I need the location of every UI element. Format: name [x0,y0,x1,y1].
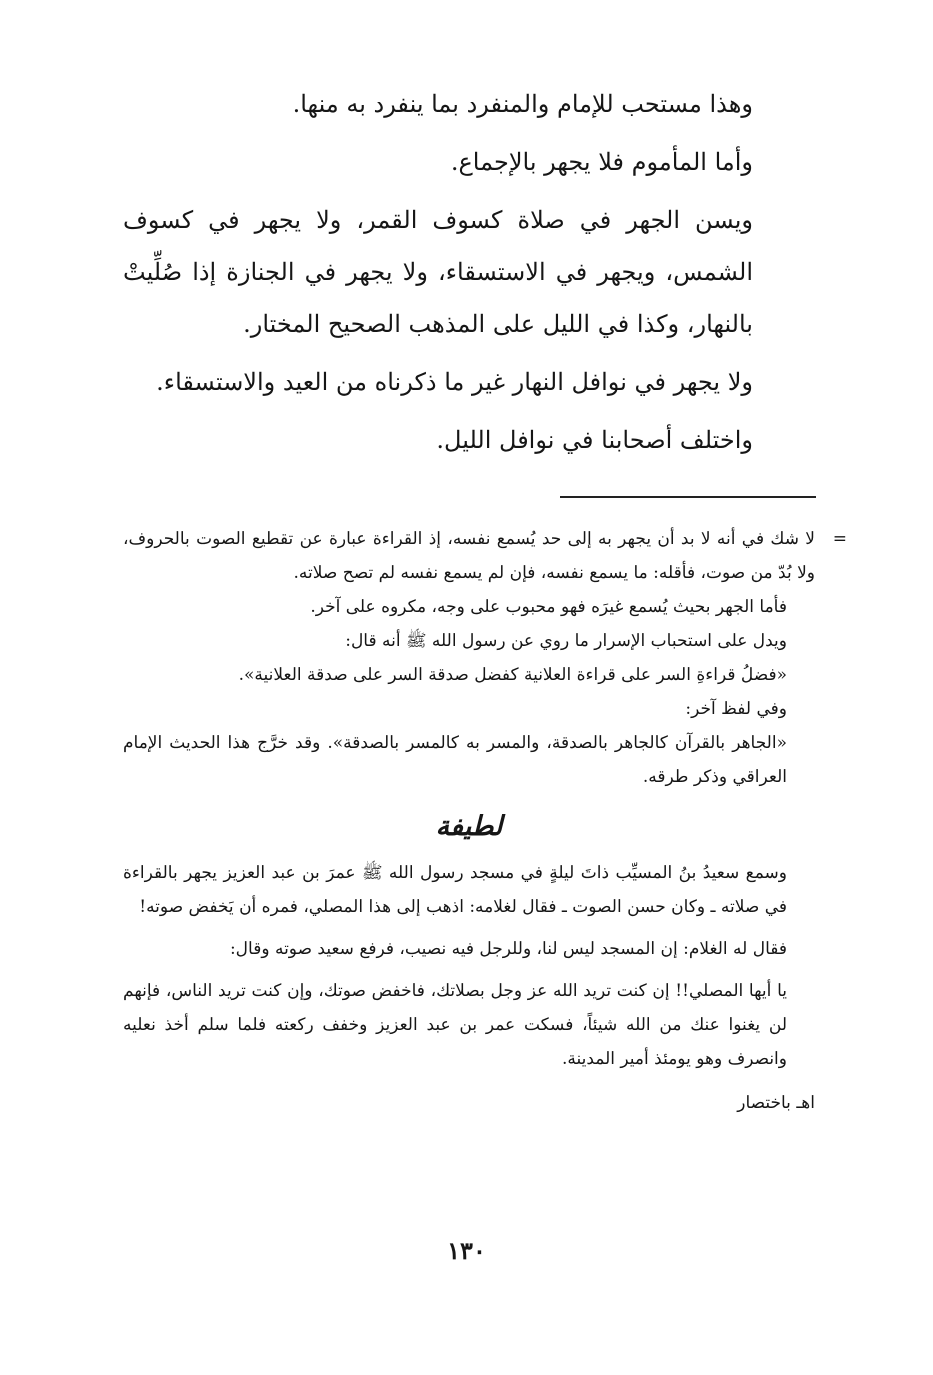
footnote-separator [560,496,816,498]
main-paragraph: وهذا مستحب للإمام والمنفرد بما ينفرد به منها. [292,90,753,118]
main-paragraph: ويسن الجهر في صلاة كسوف القمر، ولا يجهر في كسوف الشمس، ويجهر في الاستسقاء، ولا يجهر في الجنازة إذا صُلِّيتْ بالنهار، وكذا في الليل على المذهب الصحيح المختار. [123,206,753,338]
main-paragraph: ولا يجهر في نوافل النهار غير ما ذكرناه من العيد والاستسقاء. [156,368,753,396]
main-text [123,78,813,466]
footnotes [123,522,847,1120]
story-paragraph: وسمع سعيدُ بنُ المسيِّب ذاتَ ليلةٍ في مسجد رسول الله ﷺ عمرَ بن عبد العزيز يجهر بالقراءة في صلاته ـ وكان حسن الصوت ـ فقال لغلامه: اذهب إلى هذا المصلي، فمره أن يَخفض صوته! [123,863,787,917]
main-paragraph: وأما المأموم فلا يجهر بالإجماع. [450,148,753,176]
continuation-mark: = [832,529,847,549]
section-heading: لطيفة [435,811,503,842]
footnote-paragraph: فأما الجهر بحيث يُسمع غيرَه فهو محبوب على وجه، مكروه على آخر. [310,597,787,617]
closing-note: اهـ باختصار [737,1093,815,1113]
footnote-paragraph: لا شك في أنه لا بد أن يجهر به إلى حد يُسمع نفسه، إذ القراءة عبارة عن تقطيع الصوت بالحروف، ولا بُدّ من صوت، فأقله: ما يسمع نفسه، فإن لم يسمع نفسه لم تصح صلاته. [123,529,815,583]
story-paragraph: فقال له الغلام: إن المسجد ليس لنا، وللرجل فيه نصيب، فرفع سعيد صوته وقال: [229,939,787,959]
story-paragraph: يا أيها المصلي!! إن كنت تريد الله عز وجل بصلاتك، فاخفض صوتك، وإن كنت تريد الناس، فإنهم لن يغنوا عنك من الله شيئاً، فسكت عمر بن عبد العزيز وخفف ركعته فلما سلم أخذ نعليه وانصرف وهو يومئذ أمير المدينة. [123,981,787,1069]
footnote-paragraph: ويدل على استحباب الإسرار ما روي عن رسول الله ﷺ أنه قال: [345,631,787,651]
hadith-quote: «فضلُ قراءةِ السر على قراءة العلانية كفضل صدقة السر على صدقة العلانية». [238,665,787,685]
main-paragraph: واختلف أصحابنا في نوافل الليل. [436,426,753,454]
hadith-quote: «الجاهر بالقرآن كالجاهر بالصدقة، والمسر به كالمسر بالصدقة». وقد خرَّج هذا الحديث الإمام العراقي وذكر طرقه. [123,733,787,787]
footnote-paragraph: وفي لفظ آخر: [685,699,787,719]
page-number: ١٣٠ [447,1236,486,1265]
